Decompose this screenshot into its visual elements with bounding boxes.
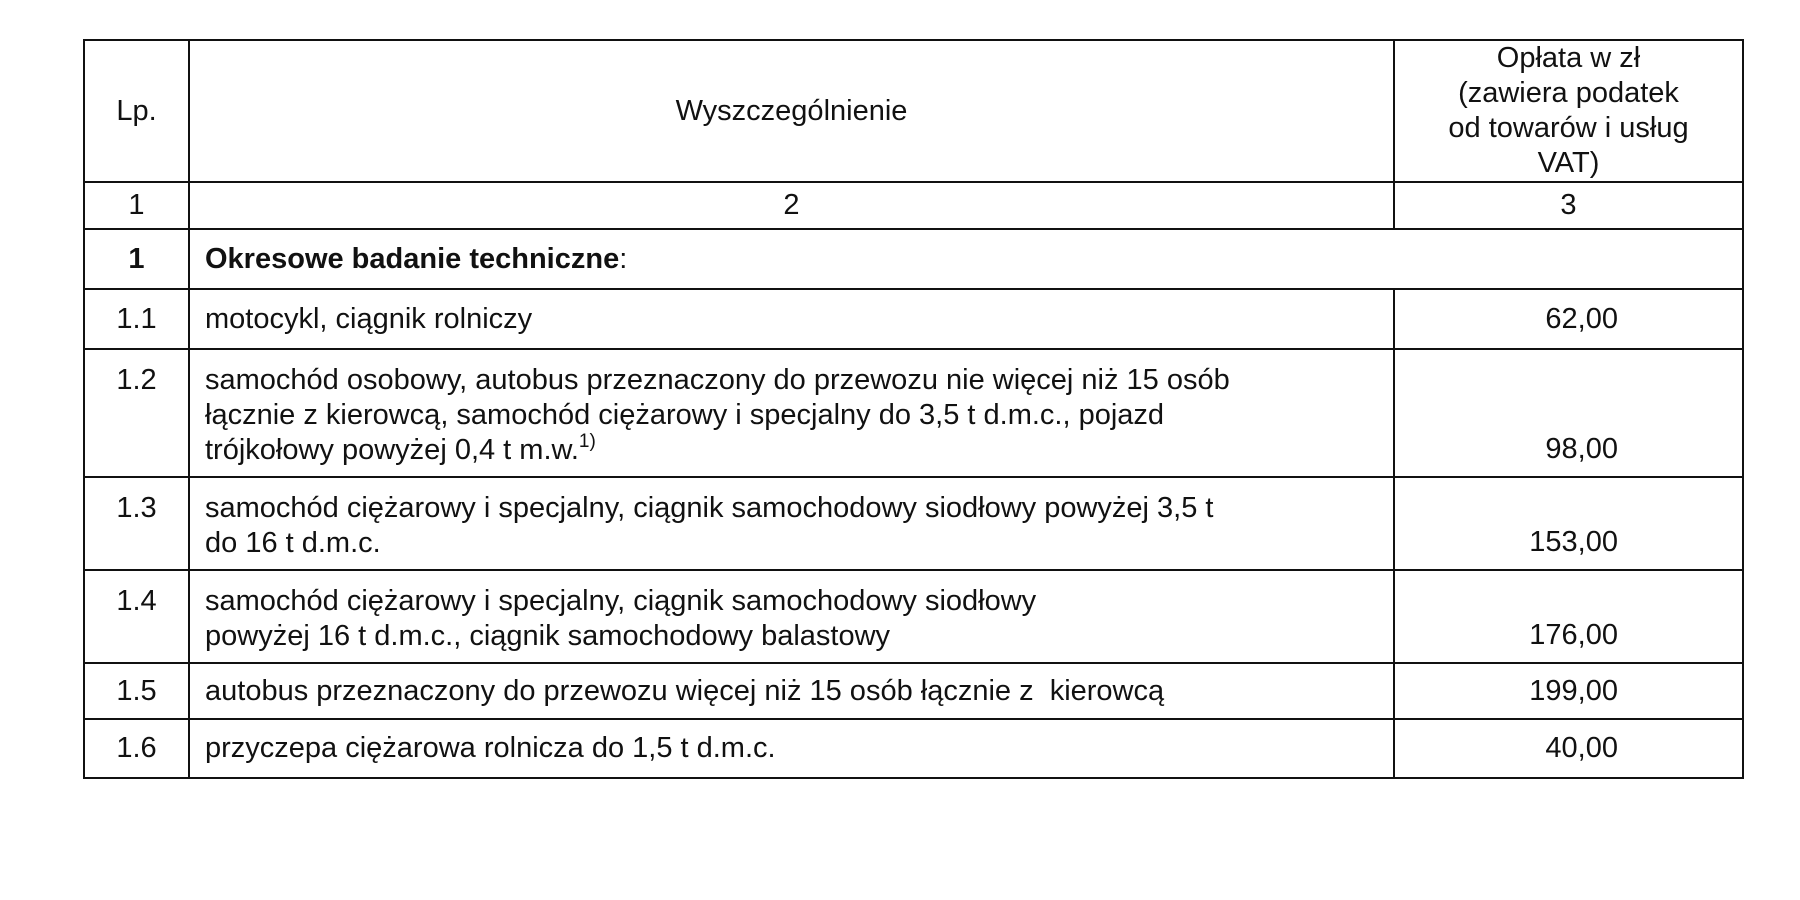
row-description [189, 349, 1394, 477]
table-row [84, 719, 1743, 778]
row-fee: 62,00 [1394, 289, 1743, 349]
column-number-row [84, 182, 1743, 229]
description-line: motocykl, ciągnik rolniczy [205, 302, 533, 335]
row-fee: 176,00 [1394, 570, 1743, 663]
header-row [84, 40, 1743, 182]
table-row [84, 289, 1743, 349]
section-colon: : [619, 242, 628, 275]
row-description [189, 719, 1394, 778]
description-line-with-footnote [205, 433, 1383, 468]
footnote-marker: 1) [578, 431, 596, 452]
row-lp: 1.4 [84, 570, 189, 663]
row-lp: 1.1 [84, 289, 189, 349]
row-lp: 1.2 [84, 349, 189, 477]
description-line: samochód ciężarowy i specjalny, ciągnik samochodowy siodłowy [205, 585, 1037, 617]
table-row [84, 349, 1743, 477]
header-lp: Lp. [84, 40, 189, 182]
column-number: 3 [1394, 182, 1743, 229]
column-number: 2 [189, 182, 1394, 229]
row-fee: 40,00 [1394, 719, 1743, 778]
section-row [84, 229, 1743, 289]
header-fee [1394, 40, 1743, 182]
row-lp: 1.6 [84, 719, 189, 778]
row-description [189, 663, 1394, 719]
description-line: łącznie z kierowcą, samochód ciężarowy i specjalny do 3,5 t d.m.c., pojazd [205, 399, 1165, 431]
description-line: autobus przeznaczony do przewozu więcej niż 15 osób łącznie z kierowcą [205, 674, 1165, 707]
description-line: samochód ciężarowy i specjalny, ciągnik samochodowy siodłowy powyżej 3,5 t [205, 492, 1214, 524]
table-row [84, 477, 1743, 570]
row-description [189, 477, 1394, 570]
row-description [189, 570, 1394, 663]
description-line: powyżej 16 t d.m.c., ciągnik samochodowy balastowy [205, 620, 891, 652]
description-line: samochód osobowy, autobus przeznaczony do przewozu nie więcej niż 15 osób [205, 364, 1230, 396]
section-title-cell [189, 229, 1743, 289]
section-title: Okresowe badanie techniczne [205, 242, 620, 275]
description-line: trójkołowy powyżej 0,4 t m.w. [205, 434, 579, 466]
header-fee-line: VAT) [1537, 147, 1600, 179]
row-fee: 153,00 [1394, 477, 1743, 570]
row-lp: 1.3 [84, 477, 189, 570]
table-row [84, 663, 1743, 719]
header-fee-line: (zawiera podatek [1458, 77, 1679, 109]
row-fee: 199,00 [1394, 663, 1743, 719]
header-fee-line: od towarów i usług [1448, 112, 1689, 144]
row-fee: 98,00 [1394, 349, 1743, 477]
header-fee-line: Opłata w zł [1496, 42, 1641, 74]
header-description: Wyszczególnienie [189, 40, 1394, 182]
row-description [189, 289, 1394, 349]
row-lp: 1.5 [84, 663, 189, 719]
table-row [84, 570, 1743, 663]
section-lp: 1 [84, 229, 189, 289]
description-line: do 16 t d.m.c. [205, 527, 381, 559]
fee-table [83, 39, 1744, 779]
column-number: 1 [84, 182, 189, 229]
description-line: przyczepa ciężarowa rolnicza do 1,5 t d.m.c. [205, 732, 776, 764]
